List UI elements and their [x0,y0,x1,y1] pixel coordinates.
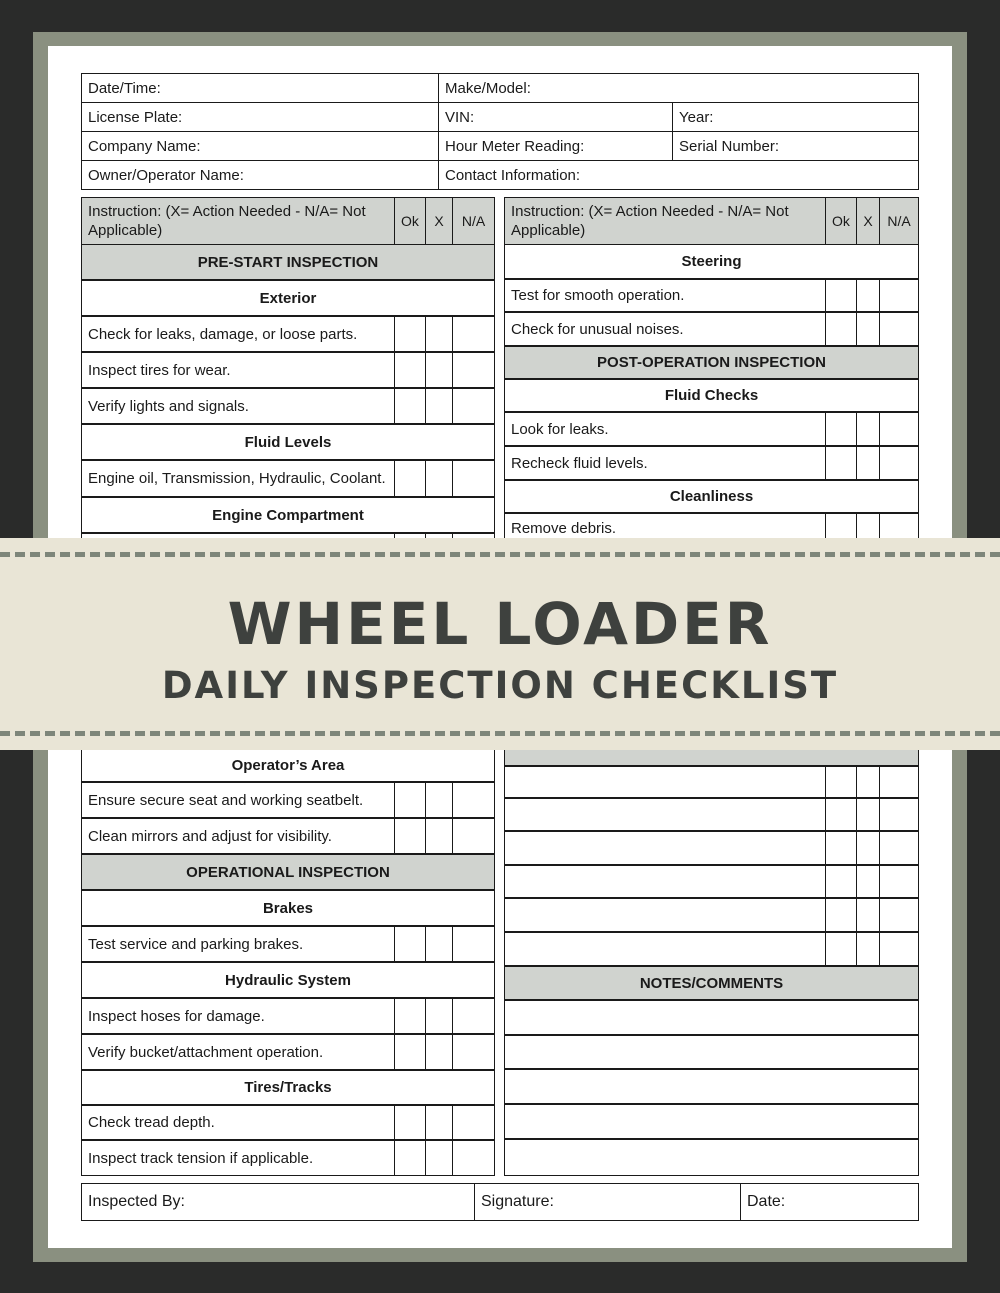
item-secure-seat-x-box[interactable] [425,782,453,818]
blank-row-2-na-box[interactable] [879,798,919,831]
blank-row-1 [504,766,826,798]
item-inspect-tires-na-box[interactable] [452,352,495,388]
item-verify-lights-na-box[interactable] [452,388,495,424]
col-ok-right [825,197,857,245]
footer-date-label: Date: [747,1193,786,1210]
make-model-field[interactable] [438,73,919,103]
serial-number-field[interactable] [672,131,919,161]
steering-subheader [504,244,919,279]
operational-header [81,854,495,890]
item-track-tension-ok-box[interactable] [394,1140,426,1176]
col-ok-label: Ok [832,213,850,229]
col-na-left [452,197,495,245]
make-model-label: Make/Model: [445,79,531,97]
license-plate-field[interactable] [81,102,439,132]
blank-row-6-x-box[interactable] [856,932,880,966]
footer-date-field[interactable] [740,1183,919,1221]
item-recheck-fluid-na-box[interactable] [879,446,919,480]
license-plate-label: License Plate: [88,108,183,126]
item-test-brakes-ok-box[interactable] [394,926,426,962]
item-engine-oil-x-box[interactable] [425,460,453,497]
signature-field[interactable] [474,1183,742,1221]
exterior-subheader [81,280,495,316]
banner-subtitle: DAILY INSPECTION CHECKLIST [161,664,839,707]
instruction-text: Instruction: (X= Action Needed - N/A= Not Applicable) [511,203,789,239]
year-label: Year: [679,108,714,126]
blank-row-4-na-box[interactable] [879,865,919,898]
post-op-header [504,346,919,379]
notes-header [504,966,919,1000]
vin-field[interactable] [438,102,673,132]
blank-row-1-x-box[interactable] [856,766,880,798]
owner-operator-field[interactable] [81,160,439,190]
brakes-subheader-text: Brakes [262,899,314,917]
col-x-label: X [863,213,873,229]
item-smooth-operation [504,279,826,312]
notes-line-1[interactable] [504,1000,919,1035]
blank-row-3-na-box[interactable] [879,831,919,865]
item-check-tread-x-box[interactable] [425,1105,453,1140]
col-x-left [425,197,453,245]
col-ok-left [394,197,426,245]
item-verify-lights-text: Verify lights and signals. [88,397,249,415]
blank-row-2-ok-box[interactable] [825,798,857,831]
item-smooth-operation-x-box[interactable] [856,279,880,312]
item-unusual-noises-x-box[interactable] [856,312,880,346]
item-check-leaks-ok-box[interactable] [394,316,426,352]
tires-subheader-text: Tires/Tracks [244,1079,332,1096]
item-inspect-tires-x-box[interactable] [425,352,453,388]
blank-row-2 [504,798,826,831]
engine-compartment-subheader [81,497,495,533]
item-smooth-operation-text: Test for smooth operation. [511,287,685,304]
notes-line-2[interactable] [504,1035,919,1069]
item-unusual-noises-text: Check for unusual noises. [511,320,684,338]
operators-area-subheader [81,748,495,782]
item-check-leaks-text: Check for leaks, damage, or loose parts. [88,325,358,343]
item-clean-mirrors-na-box[interactable] [452,818,495,854]
title-banner [0,538,1000,750]
vin-label: VIN: [445,108,475,126]
item-check-leaks-na-box[interactable] [452,316,495,352]
item-recheck-fluid [504,446,826,480]
item-test-brakes [81,926,395,962]
company-name-field[interactable] [81,131,439,161]
owner-operator-label: Owner/Operator Name: [88,166,244,184]
blank-row-3-x-box[interactable] [856,831,880,865]
item-look-leaks-na-box[interactable] [879,412,919,446]
banner-dash-bottom [0,731,1000,736]
blank-row-6 [504,932,826,966]
item-secure-seat-na-box[interactable] [452,782,495,818]
item-inspect-hoses-ok-box[interactable] [394,998,426,1034]
hydraulic-subheader [81,962,495,998]
inspected-by-field[interactable] [81,1183,476,1221]
item-look-leaks-text: Look for leaks. [511,420,609,438]
fluid-checks-subheader [504,379,919,412]
hydraulic-subheader-text: Hydraulic System [225,971,351,989]
item-inspect-hoses-text: Inspect hoses for damage. [88,1007,265,1025]
item-check-tread [81,1105,395,1140]
item-inspect-hoses [81,998,395,1034]
notes-line-4[interactable] [504,1104,919,1139]
pre-start-title: PRE-START INSPECTION [197,253,379,271]
fluid-levels-subheader [81,424,495,460]
col-na-label: N/A [461,213,486,229]
item-smooth-operation-na-box[interactable] [879,279,919,312]
item-verify-bucket-text: Verify bucket/attachment operation. [88,1043,324,1061]
operators-area-subheader-text: Operator’s Area [231,756,345,774]
tires-subheader [81,1070,495,1105]
steering-subheader-text: Steering [681,253,742,270]
item-test-brakes-x-box[interactable] [425,926,453,962]
item-look-leaks [504,412,826,446]
item-test-brakes-na-box[interactable] [452,926,495,962]
blank-row-6-na-box[interactable] [879,932,919,966]
item-recheck-fluid-x-box[interactable] [856,446,880,480]
blank-row-5 [504,898,826,932]
blank-row-4 [504,865,826,898]
item-clean-mirrors-x-box[interactable] [425,818,453,854]
instruction-right [504,197,826,245]
pre-start-header [81,244,495,280]
item-unusual-noises-na-box[interactable] [879,312,919,346]
signature-label: Signature: [481,1193,554,1210]
contact-info-field[interactable] [438,160,919,190]
blank-row-5-ok-box[interactable] [825,898,857,932]
item-engine-oil-ok-box[interactable] [394,460,426,497]
item-inspect-tires [81,352,395,388]
item-check-tread-na-box[interactable] [452,1105,495,1140]
item-secure-seat-ok-box[interactable] [394,782,426,818]
item-inspect-hoses-x-box[interactable] [425,998,453,1034]
hour-meter-field[interactable] [438,131,673,161]
item-inspect-tires-text: Inspect tires for wear. [88,361,231,379]
item-recheck-fluid-ok-box[interactable] [825,446,857,480]
company-name-label: Company Name: [88,137,201,155]
blank-row-6-ok-box[interactable] [825,932,857,966]
blank-row-4-x-box[interactable] [856,865,880,898]
exterior-title: Exterior [259,289,317,307]
fluid-levels-subheader-text: Fluid Levels [244,433,332,451]
instruction-text: Instruction: (X= Action Needed - N/A= Not Applicable) [88,203,366,239]
col-x-right [856,197,880,245]
date-time-label: Date/Time: [88,79,161,97]
item-engine-oil-na-box[interactable] [452,460,495,497]
item-recheck-fluid-text: Recheck fluid levels. [511,454,648,472]
serial-number-label: Serial Number: [679,137,780,155]
fluid-checks-subheader-text: Fluid Checks [664,387,759,404]
date-time-field[interactable] [81,73,439,103]
col-na-label: N/A [887,213,911,229]
item-verify-lights-ok-box[interactable] [394,388,426,424]
hour-meter-label: Hour Meter Reading: [445,137,585,155]
notes-line-3[interactable] [504,1069,919,1104]
item-track-tension-x-box[interactable] [425,1140,453,1176]
item-verify-bucket-ok-box[interactable] [394,1034,426,1070]
item-track-tension-na-box[interactable] [452,1140,495,1176]
item-verify-bucket-na-box[interactable] [452,1034,495,1070]
item-unusual-noises-ok-box[interactable] [825,312,857,346]
cleanliness-subheader [504,480,919,513]
item-verify-bucket-x-box[interactable] [425,1034,453,1070]
blank-row-3 [504,831,826,865]
item-clean-mirrors [81,818,395,854]
post-op-header-text: POST-OPERATION INSPECTION [597,354,826,371]
year-field[interactable] [672,102,919,132]
notes-line-5[interactable] [504,1139,919,1176]
item-test-brakes-text: Test service and parking brakes. [88,935,304,953]
item-remove-debris-text: Remove debris. [511,519,617,537]
blank-row-5-na-box[interactable] [879,898,919,932]
blank-row-3-ok-box[interactable] [825,831,857,865]
contact-info-label: Contact Information: [445,166,581,184]
item-look-leaks-ok-box[interactable] [825,412,857,446]
item-secure-seat-text: Ensure secure seat and working seatbelt. [88,791,364,809]
cleanliness-subheader-text: Cleanliness [669,488,754,505]
item-engine-oil-text: Engine oil, Transmission, Hydraulic, Coolant. [88,470,386,487]
operational-header-text: OPERATIONAL INSPECTION [186,863,390,881]
item-clean-mirrors-ok-box[interactable] [394,818,426,854]
item-check-tread-ok-box[interactable] [394,1105,426,1140]
item-smooth-operation-ok-box[interactable] [825,279,857,312]
notes-header-text: NOTES/COMMENTS [639,974,784,992]
item-track-tension [81,1140,395,1176]
item-check-tread-text: Check tread depth. [88,1114,215,1131]
blank-row-1-na-box[interactable] [879,766,919,798]
col-x-label: X [434,213,444,229]
item-check-leaks-x-box[interactable] [425,316,453,352]
col-ok-label: Ok [401,213,419,229]
blank-row-5-x-box[interactable] [856,898,880,932]
brakes-subheader [81,890,495,926]
blank-row-1-ok-box[interactable] [825,766,857,798]
item-look-leaks-x-box[interactable] [856,412,880,446]
item-unusual-noises [504,312,826,346]
engine-compartment-subheader-text: Engine Compartment [212,506,364,524]
blank-row-4-ok-box[interactable] [825,865,857,898]
banner-title: WHEEL LOADER [227,590,773,658]
item-verify-lights [81,388,395,424]
item-inspect-hoses-na-box[interactable] [452,998,495,1034]
item-clean-mirrors-text: Clean mirrors and adjust for visibility. [88,827,332,845]
col-na-right [879,197,919,245]
item-verify-bucket [81,1034,395,1070]
item-check-leaks [81,316,395,352]
instruction-left [81,197,395,245]
item-track-tension-text: Inspect track tension if applicable. [88,1149,314,1167]
item-verify-lights-x-box[interactable] [425,388,453,424]
item-engine-oil [81,460,395,497]
item-secure-seat [81,782,395,818]
inspected-by-label: Inspected By: [88,1193,185,1210]
blank-row-2-x-box[interactable] [856,798,880,831]
item-inspect-tires-ok-box[interactable] [394,352,426,388]
banner-dash-top [0,552,1000,557]
